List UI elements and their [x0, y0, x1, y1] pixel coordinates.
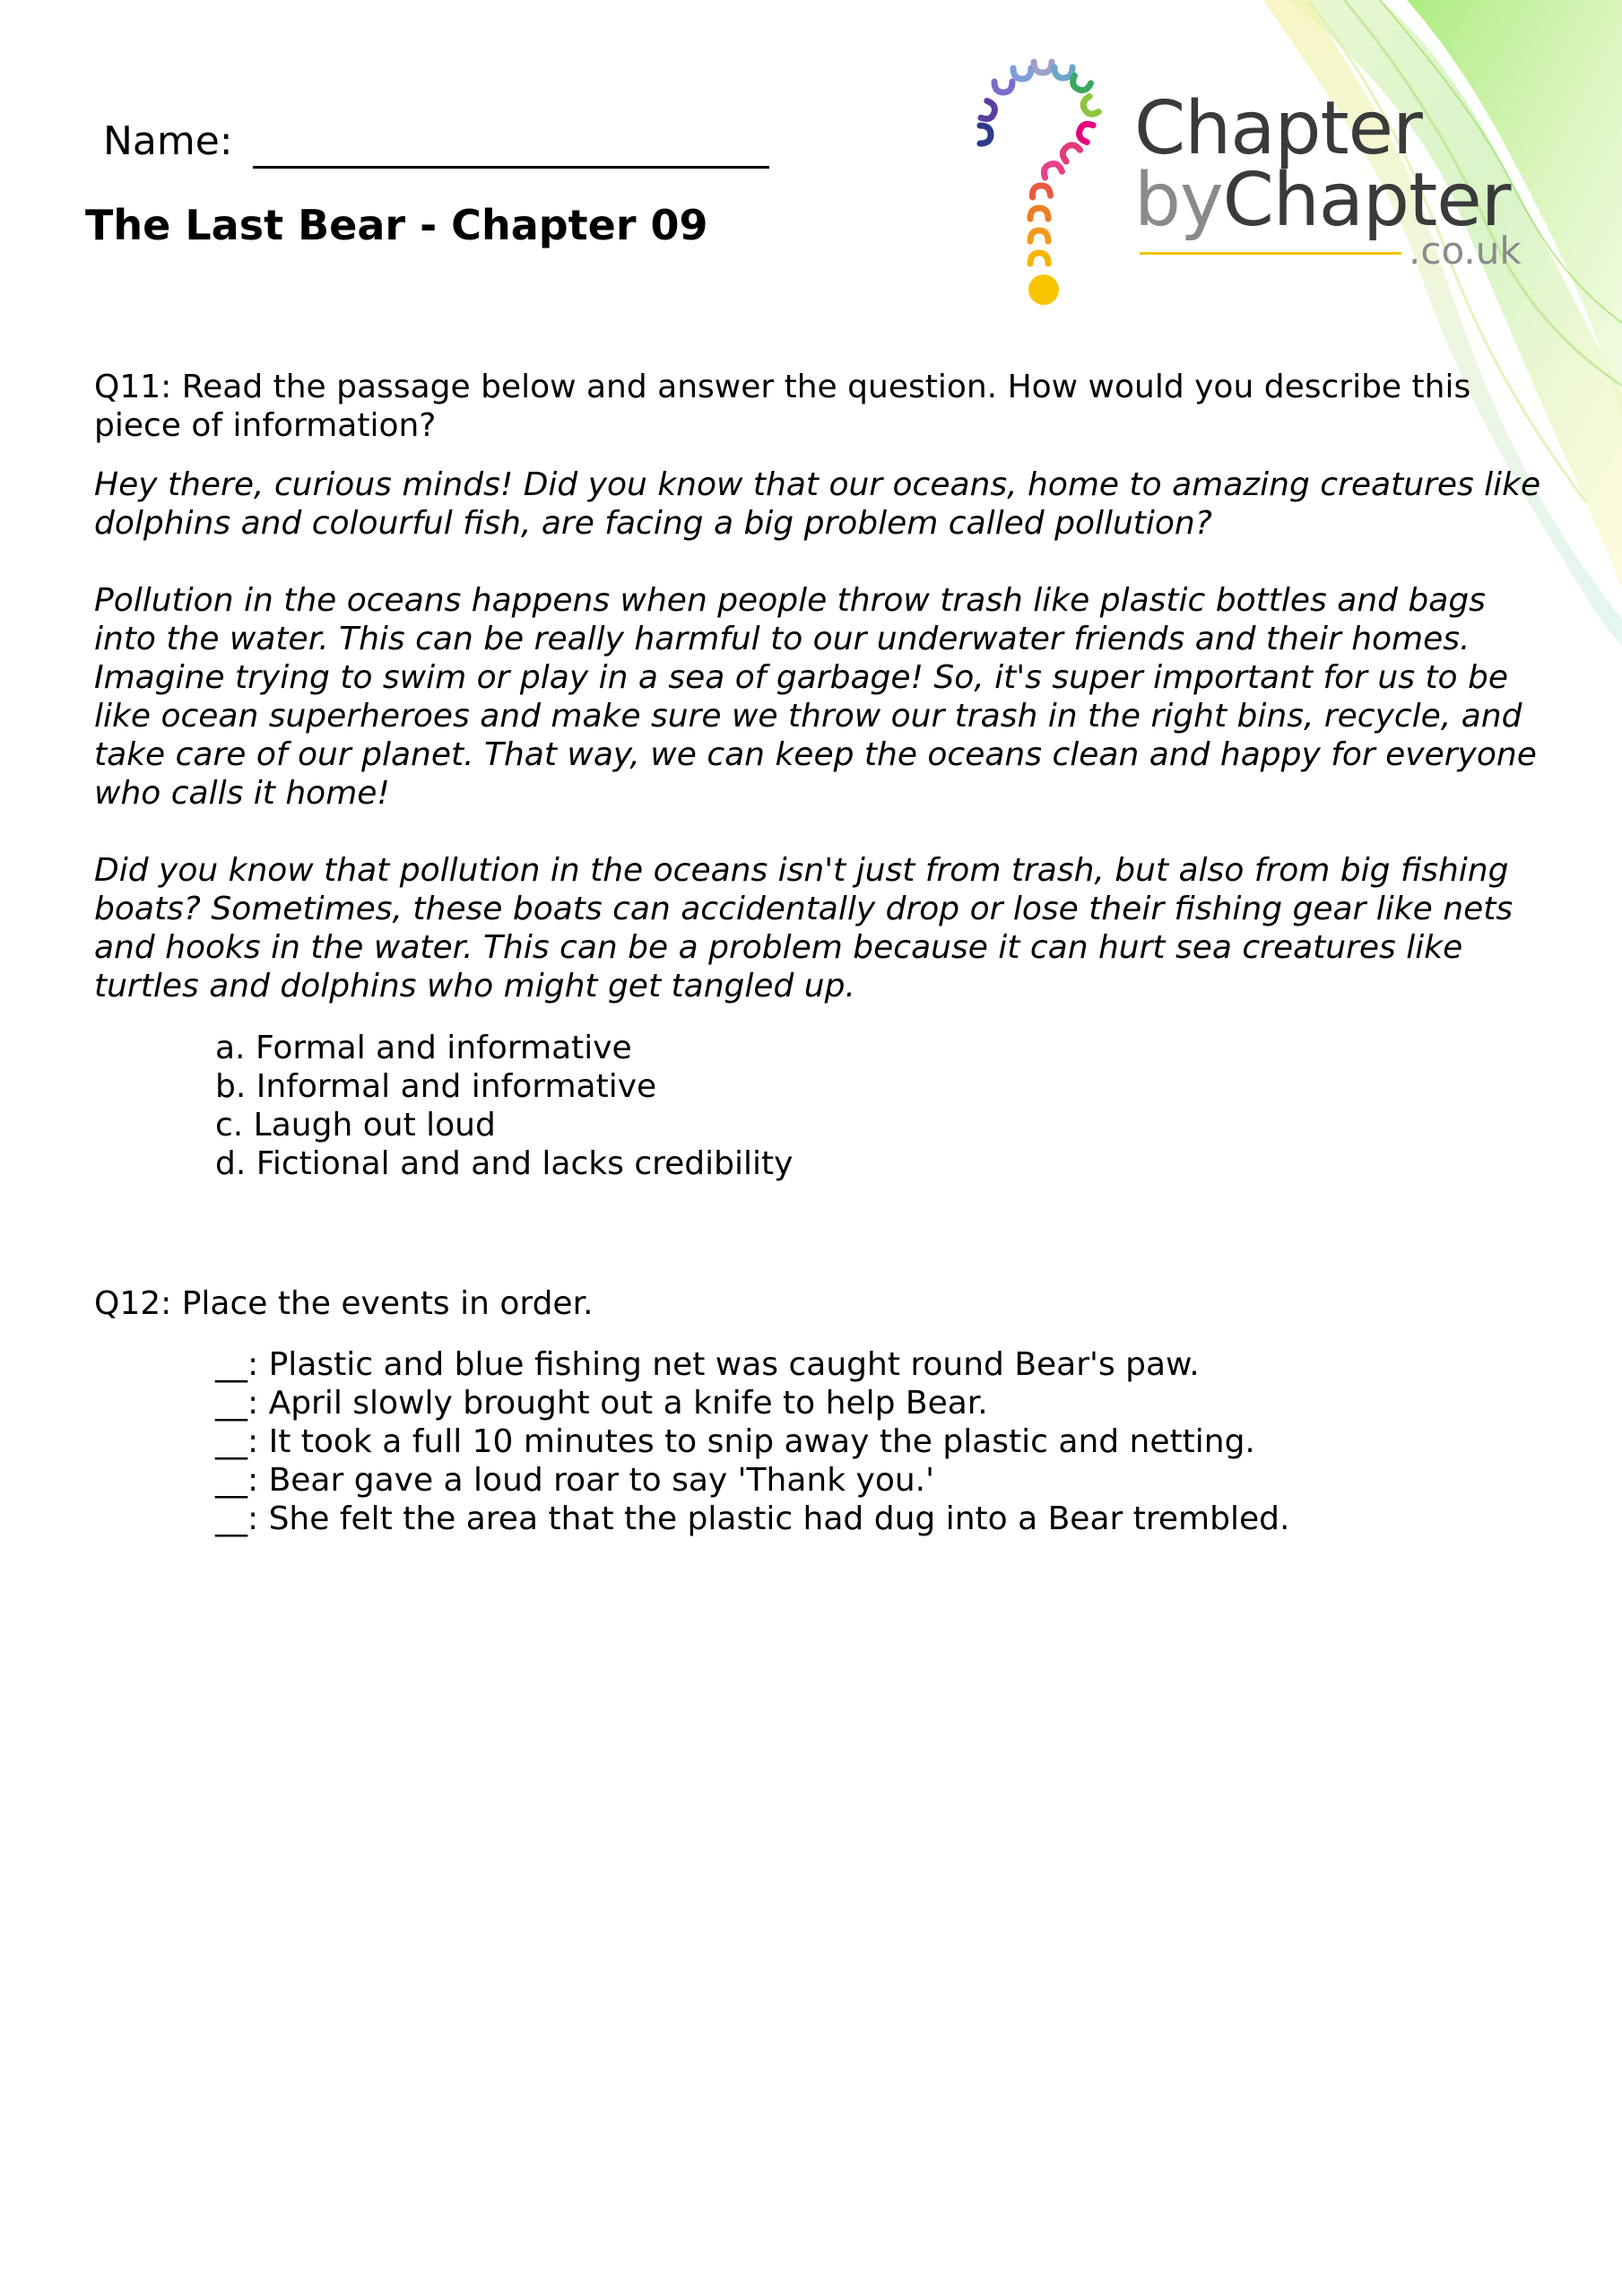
answer-options	[215, 1029, 793, 1183]
passage-paragraph: Hey there, curious minds! Did you know that our oceans, home to amazing creatures like dolphins and colourful fish, are facing a big problem called pollution?	[94, 466, 1541, 542]
event-item[interactable]: __: Bear gave a loud roar to say 'Thank you.'	[215, 1462, 935, 1499]
option-c[interactable]: c. Laugh out loud	[215, 1107, 496, 1144]
option-d[interactable]: d. Fictional and and lacks credibility	[215, 1145, 794, 1182]
event-order-list	[215, 1345, 1289, 1538]
option-a[interactable]: a. Formal and informative	[215, 1030, 632, 1066]
name-label: Name:	[103, 118, 233, 164]
logo-domain: .co.uk	[1409, 229, 1522, 273]
event-item[interactable]: __: Plastic and blue fishing net was caught round Bear's paw.	[215, 1346, 1200, 1383]
reading-passage	[94, 465, 1547, 1044]
passage-paragraph: Did you know that pollution in the oceans isn't just from trash, but also from big fishing boats? Sometimes, these boats can accidentally drop or lose their fishing gear like nets and hooks in the water. This can be a problem because it can hurt sea creatures like turtles and dolphins who might get tangled up.	[94, 852, 1514, 1004]
question-12: Q12: Place the events in order.	[94, 1285, 594, 1322]
event-item[interactable]: __: She felt the area that the plastic had dug into a Bear trembled.	[215, 1500, 1290, 1537]
logo-word-chapter: Chapter	[1134, 86, 1422, 171]
logo-word-by: by	[1134, 158, 1223, 243]
event-item[interactable]: __: It took a full 10 minutes to snip away the plastic and netting.	[215, 1423, 1255, 1460]
option-b[interactable]: b. Informal and informative	[215, 1068, 657, 1105]
question-11: Q11: Read the passage below and answer the question. How would you describe this piece of information?	[94, 369, 1471, 444]
page-title: The Last Bear - Chapter 09	[85, 201, 708, 249]
logo-word-chapter-2: Chapter	[1222, 158, 1511, 243]
passage-paragraph: Pollution in the oceans happens when people throw trash like plastic bottles and bags into the water. This can be really harmful to our underwater friends and their homes. Imagine trying to swim or play in a sea of garbage! So, it's super important for us to be like ocean superheroes and make sure we throw our trash in the right bins, recycle, and take care of our planet. That way, we can keep the oceans clean and happy for everyone who calls it home!	[94, 582, 1537, 812]
event-item[interactable]: __: April slowly brought out a knife to help Bear.	[215, 1385, 988, 1422]
logo-underline	[1140, 252, 1401, 255]
name-field-row	[103, 115, 769, 169]
chapter-by-chapter-logo	[964, 49, 1547, 318]
name-input-line[interactable]	[253, 126, 769, 169]
book-question-mark-icon	[964, 49, 1134, 318]
